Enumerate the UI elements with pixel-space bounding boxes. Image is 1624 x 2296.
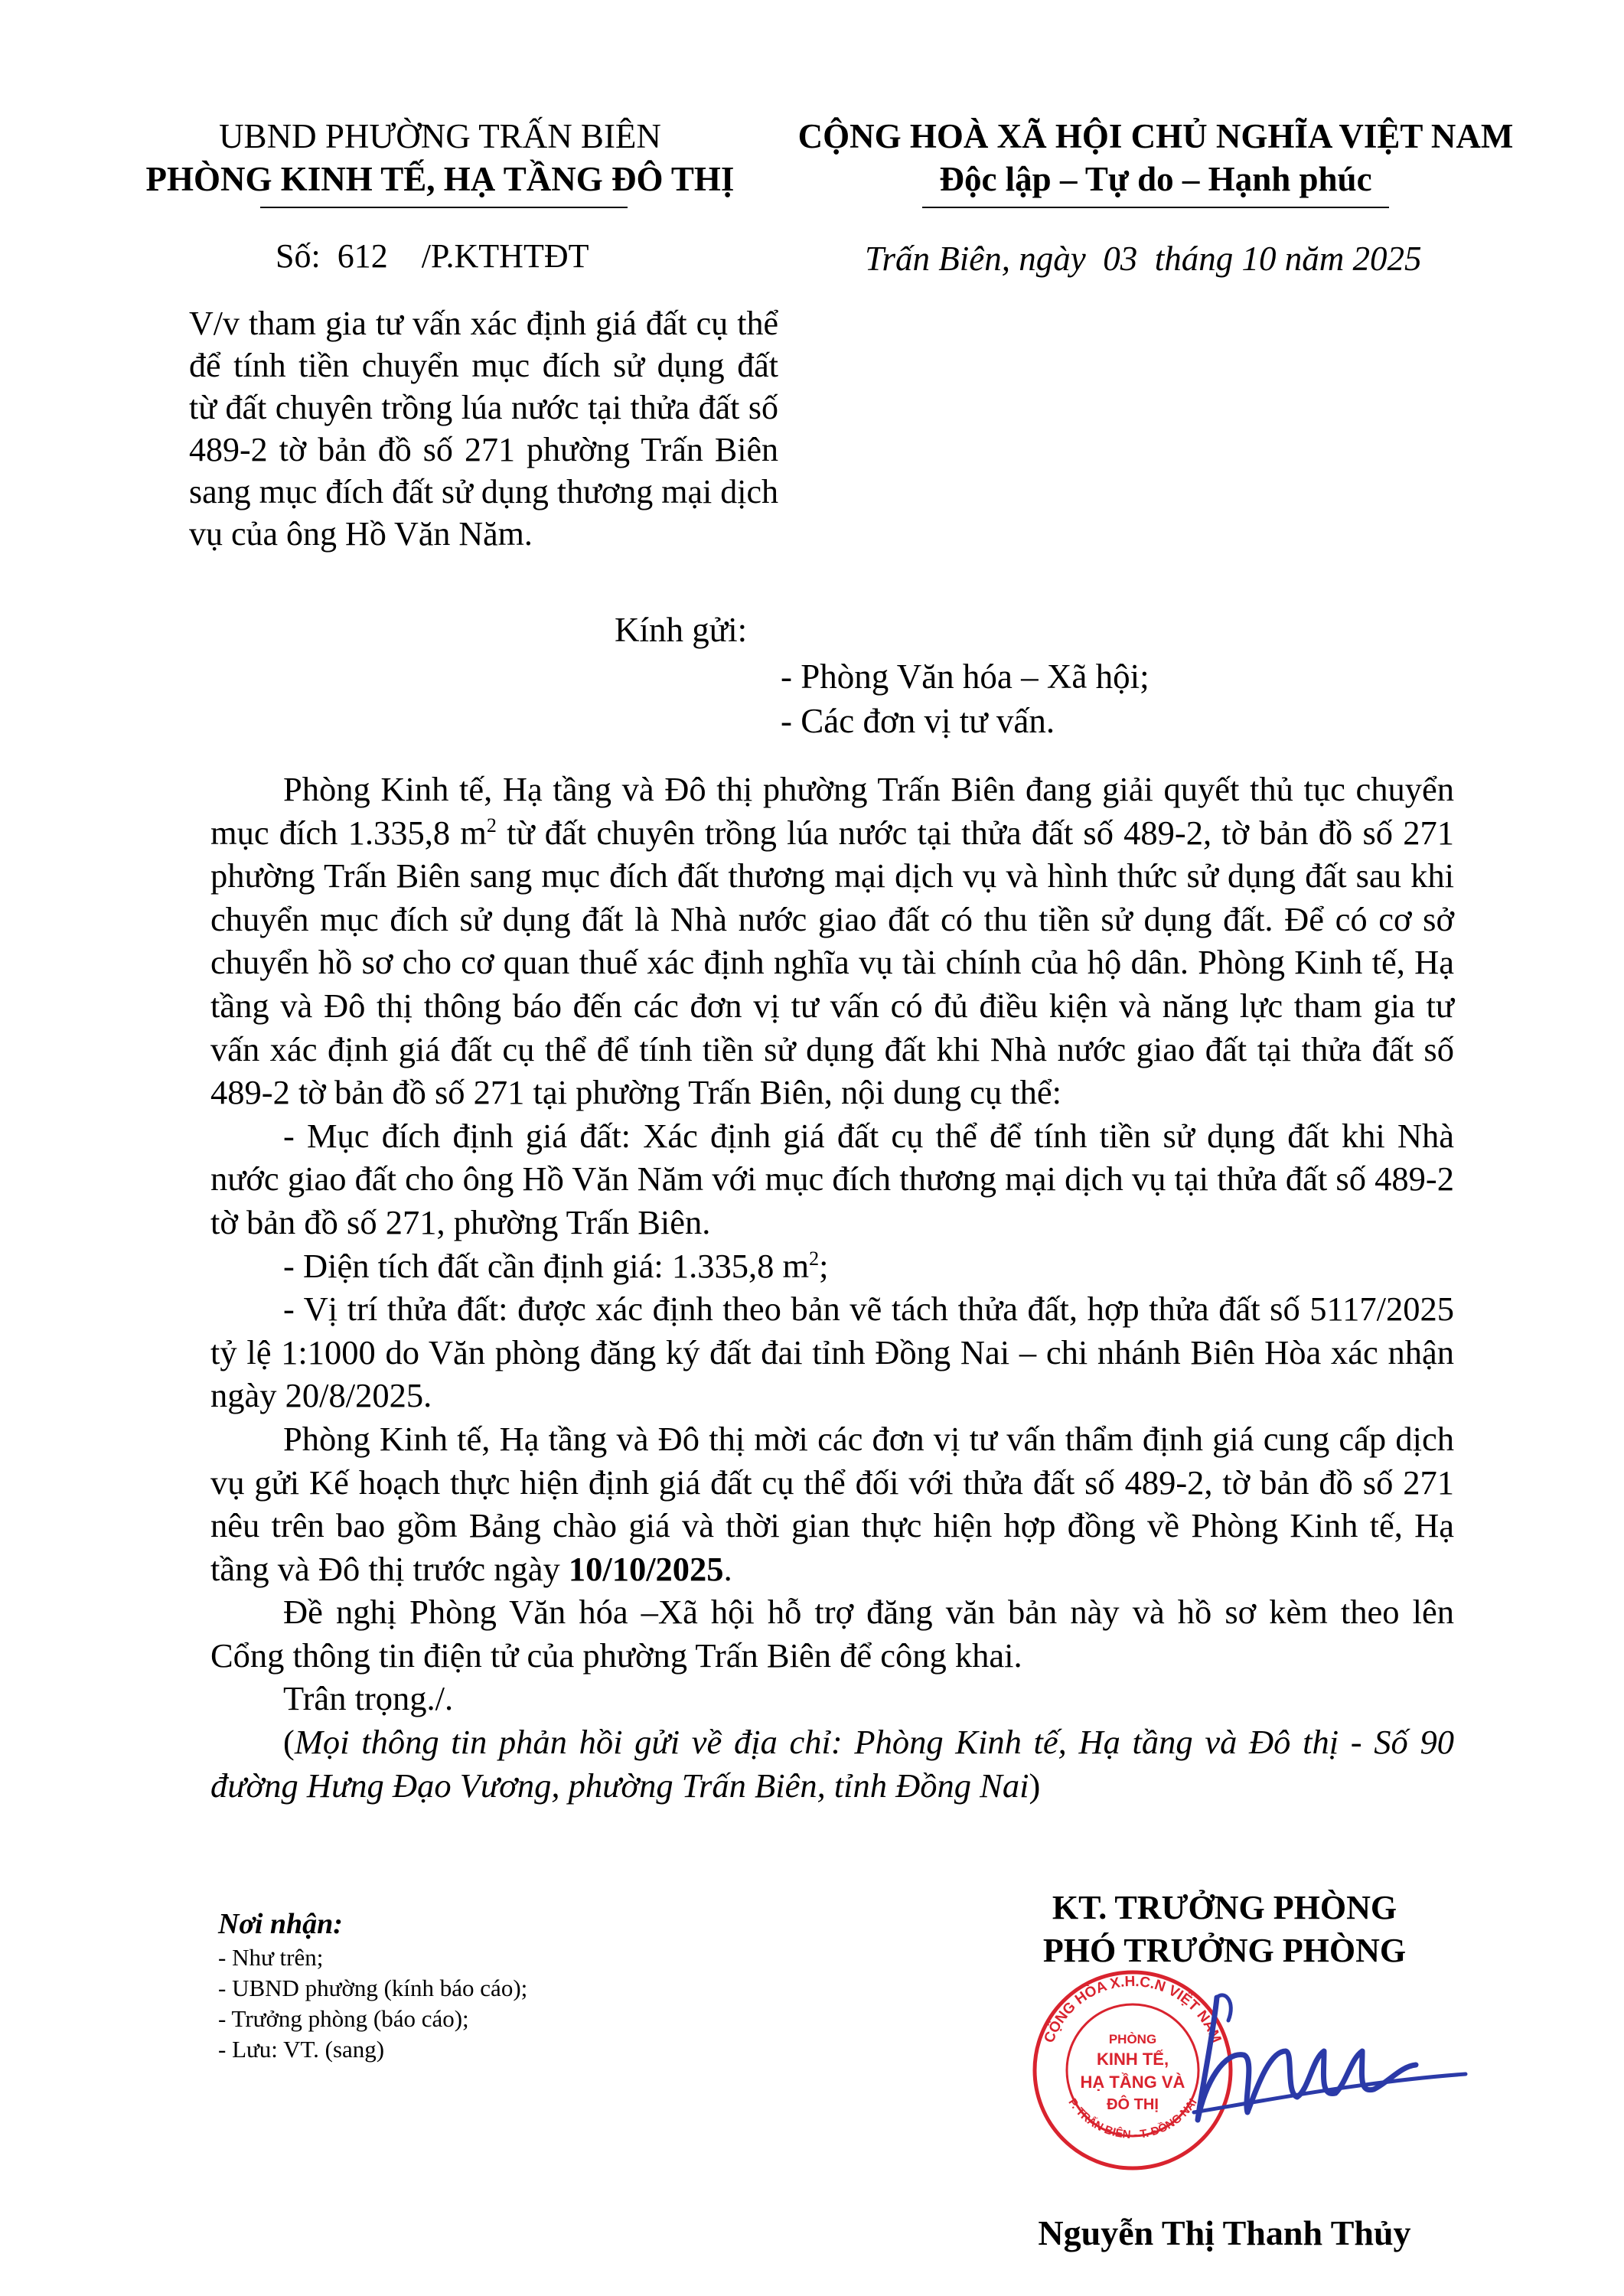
issuer-underline (260, 207, 628, 208)
contact-note-text: Mọi thông tin phản hồi gửi về địa chỉ: Phòng Kinh tế, Hạ tầng và Đô thị - Số 90 đường Hưng Đạo Vương, phường Trấn Biên, tỉnh Đồng Nai (210, 1723, 1454, 1805)
body-text: . (723, 1549, 732, 1588)
body-paragraph: - Vị trí thửa đất: được xác định theo bản vẽ tách thửa đất, hợp thửa đất số 5117/2025 tỷ lệ 1:1000 do Văn phòng đăng ký đất đai tỉnh Đồng Nai – chi nhánh Biên Hòa xác nhận ngày 20/8/2025. (210, 1290, 1454, 1415)
recipient-item: - Các đơn vị tư vấn. (781, 702, 1055, 740)
country-name: CỘNG HOÀ XÃ HỘI CHỦ NGHĨA VIỆT NAM (797, 117, 1514, 155)
handwritten-signature (1171, 1967, 1469, 2166)
body-paragraph (210, 1244, 1454, 1288)
bracket: ( (283, 1723, 295, 1762)
document-date: Trấn Biên, ngày 03 tháng 10 năm 2025 (865, 240, 1422, 278)
contact-note (210, 1720, 1454, 1807)
motto: Độc lập – Tự do – Hạnh phúc (939, 160, 1372, 198)
distribution-list (218, 1906, 527, 2065)
body-text: từ đất chuyên trồng lúa nước tại thửa đất số 489-2, tờ bản đồ số 271 phường Trấn Biên sang mục đích đất thương mại dịch vụ và hình thức sử dụng đất sau khi chuyển mục đích sử dụng đất là Nhà nước giao đất có thu tiền sử dụng đất. Để có cơ sở chuyển hồ sơ cho cơ quan thuế xác định nghĩa vụ tài chính của hộ dân. Phòng Kinh tế, Hạ tầng và Đô thị thông báo đến các đơn vị tư vấn có đủ điều kiện và năng lực tham gia tư vấn xác định giá đất cụ thể để tính tiền sử dụng đất khi Nhà nước giao đất tại thửa đất số 489-2 tờ bản đồ số 271 tại phường Trấn Biên, nội dung cụ thể: (210, 813, 1454, 1112)
distribution-item: - Trưởng phòng (báo cáo); (218, 2005, 469, 2032)
stamp-center-text: PHÒNG (1108, 2032, 1157, 2047)
recipient-item: - Phòng Văn hóa – Xã hội; (781, 657, 1150, 696)
distribution-item: - UBND phường (kính báo cáo); (218, 1975, 528, 2001)
body-paragraph: Đề nghị Phòng Văn hóa –Xã hội hỗ trợ đăng văn bản này và hồ sơ kèm theo lên Cổng thông tin điện tử của phường Trấn Biên để công khai. (210, 1593, 1454, 1675)
signer-title: PHÓ TRƯỞNG PHÒNG (1042, 1932, 1407, 1969)
recipient-list (781, 654, 1150, 743)
signer-name: Nguyễn Thị Thanh Thủy (1038, 2213, 1411, 2252)
stamp-ring-text: CỘNG HÒA X.H.C.N VIỆT NAM (1041, 1973, 1225, 2046)
deadline-date: 10/10/2025 (568, 1549, 724, 1588)
national-title-block (777, 115, 1534, 201)
distribution-title: Nơi nhận: (218, 1908, 343, 1940)
issuer-block (115, 115, 765, 201)
distribution-item: - Như trên; (218, 1944, 324, 1971)
body-paragraph (210, 768, 1454, 1114)
stamp-center-text: KINH TẾ, (1096, 2050, 1169, 2069)
document-subject: V/v tham gia tư vấn xác định giá đất cụ thể để tính tiền chuyển mục đích sử dụng đất từ đất chuyên trồng lúa nước tại thửa đất số 489-2 tờ bản đồ số 271 phường Trấn Biên sang mục đích đất sử dụng thương mại dịch vụ của ông Hồ Văn Năm. (189, 305, 778, 553)
issuer-parent: UBND PHƯỜNG TRẤN BIÊN (219, 117, 661, 155)
addressee-label: Kính gửi: (615, 611, 748, 649)
distribution-item: - Lưu: VT. (sang) (218, 2036, 385, 2063)
signer-role: KT. TRƯỞNG PHÒNG (1052, 1889, 1397, 1926)
body-paragraph: - Mục đích định giá đất: Xác định giá đất cụ thể để tính tiền sử dụng đất khi Nhà nước giao đất cho ông Hồ Văn Năm với mục đích thương mại dịch vụ tại thửa đất số 489-2 tờ bản đồ số 271, phường Trấn Biên. (210, 1116, 1454, 1241)
document-number: Số: 612 /P.KTHTĐT (276, 237, 589, 275)
body-text: Phòng Kinh tế, Hạ tầng và Đô thị phường Trấn Biên đang giải quyết thủ tục chuyển mục đích 1.335,8 m (210, 770, 1454, 852)
bracket: ) (1029, 1766, 1041, 1805)
body-text: - Diện tích đất cần định giá: 1.335,8 m (283, 1246, 810, 1285)
stamp-center-text: ĐÔ THỊ (1107, 2096, 1159, 2113)
motto-underline (922, 207, 1389, 208)
body-text: ; (819, 1246, 829, 1285)
body-paragraph (210, 1417, 1454, 1590)
closing-text: Trân trọng./. (283, 1679, 454, 1718)
superscript: 2 (486, 814, 497, 837)
body-text: Phòng Kinh tế, Hạ tầng và Đô thị mời các đơn vị tư vấn thẩm định giá cung cấp dịch vụ gửi Kế hoạch thực hiện định giá đất cụ thể đối với thửa đất số 489-2, tờ bản đồ số 271 nêu trên bao gồm Bảng chào giá và thời gian thực hiện hợp đồng về Phòng Kinh tế, Hạ tầng và Đô thị trước ngày (210, 1419, 1454, 1588)
issuer-name: PHÒNG KINH TẾ, HẠ TẦNG ĐÔ THỊ (145, 160, 735, 198)
document-body (210, 768, 1454, 1807)
signature-block (995, 1887, 1454, 1972)
stamp-center-text: HẠ TẦNG VÀ (1080, 2073, 1185, 2092)
superscript: 2 (809, 1247, 820, 1270)
stamp-bottom-text: P. TRẤN BIÊN - T. ĐỒNG NAI (1065, 2095, 1200, 2142)
